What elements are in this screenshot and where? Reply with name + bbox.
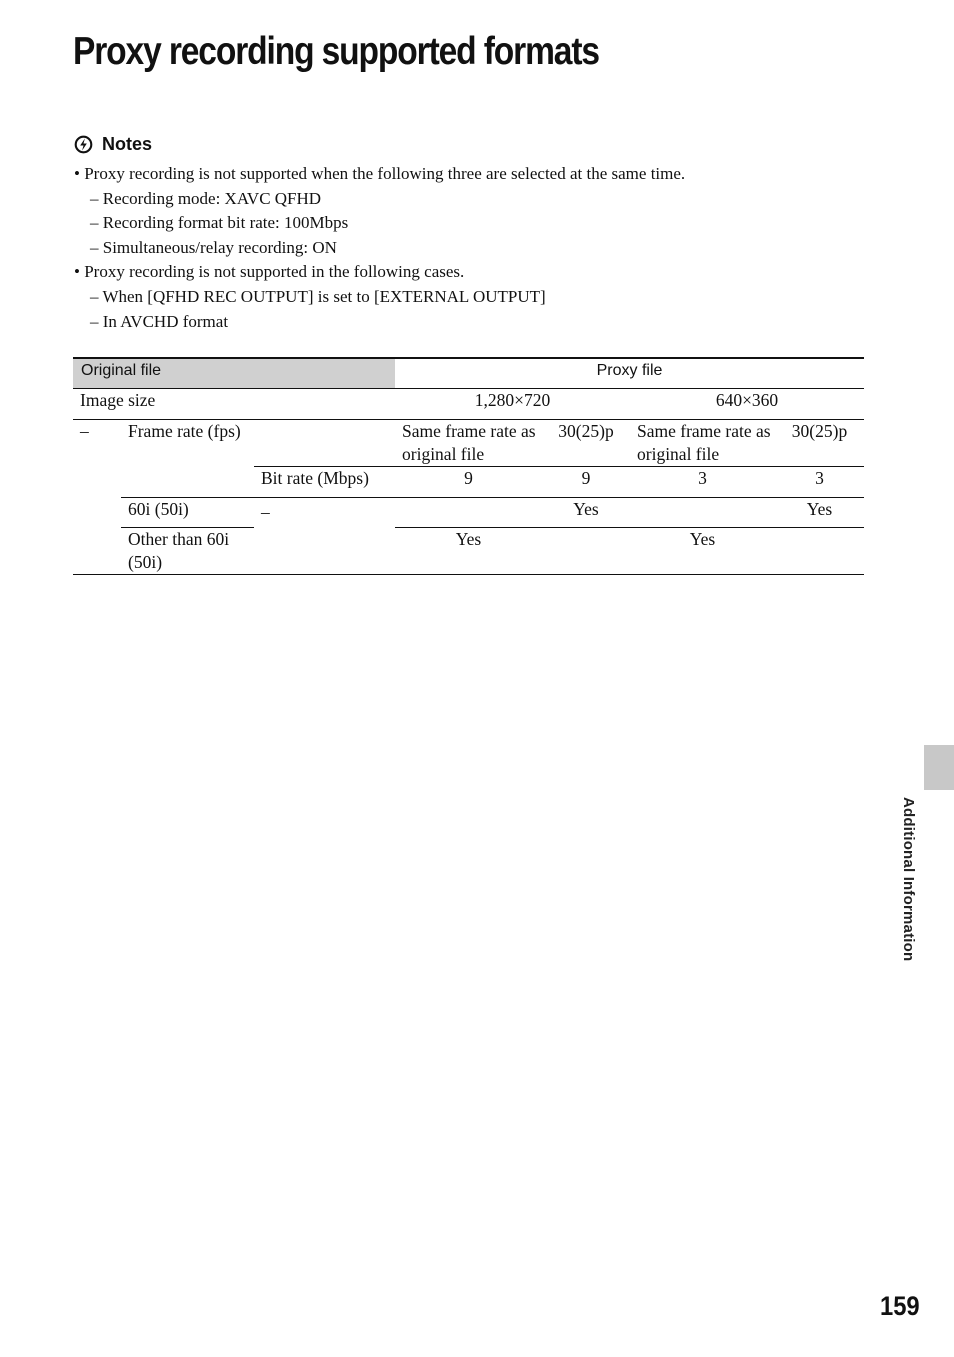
notes-list (74, 162, 685, 334)
bit-rate-label: Bit rate (Mbps) (254, 467, 395, 498)
bit-rate-cell-3: 3 (630, 467, 775, 498)
bit-rate-cell-4: 3 (775, 467, 864, 498)
row-60i-dash: – (254, 498, 395, 575)
bit-rate-cell-1: 9 (395, 467, 542, 498)
note-bullet: • Proxy recording is not supported in the following cases. (74, 262, 465, 282)
note-sub-item: – Simultaneous/relay recording: ON (90, 237, 337, 257)
frame-rate-cell-4: 30(25)p (775, 420, 864, 467)
proxy-formats-table (73, 357, 864, 575)
notes-heading-text: Notes (102, 134, 153, 154)
page-number: 159 (880, 1291, 920, 1321)
note-sub-item: – Recording format bit rate: 100Mbps (90, 213, 349, 233)
bit-rate-cell-2: 9 (542, 467, 630, 498)
frame-rate-cell-2: 30(25)p (542, 420, 630, 467)
section-tab-marker (924, 745, 954, 790)
frame-rate-cell-1: Same frame rate as original file (395, 420, 542, 467)
table-row-other-than-60i (73, 528, 864, 575)
row-60i-yes-2: Yes (775, 498, 864, 528)
table-row-frame-rate (73, 420, 864, 467)
note-bullet: • Proxy recording is not supported when the following three are selected at the same time. (74, 164, 686, 183)
header-proxy-file: Proxy file (395, 358, 864, 389)
dash-cell: – (73, 420, 121, 575)
table-row-bit-rate (73, 467, 864, 498)
empty-cell (775, 528, 864, 575)
header-original-file: Original file (73, 358, 395, 389)
frame-rate-cell-3: Same frame rate as original file (630, 420, 775, 467)
image-size-label: Image size (73, 389, 395, 420)
page-title: Proxy recording supported formats (73, 30, 599, 73)
table-row-60i (73, 498, 864, 528)
empty-cell (395, 498, 542, 528)
empty-cell (121, 467, 254, 498)
image-size-1280: 1,280×720 (395, 389, 630, 420)
notes-heading (74, 134, 152, 155)
image-size-640: 640×360 (630, 389, 864, 420)
row-60i-label: 60i (50i) (121, 498, 254, 528)
table-row-image-size (73, 389, 864, 420)
row-other-yes-1: Yes (395, 528, 542, 575)
empty-cell (542, 528, 630, 575)
row-other-yes-2: Yes (630, 528, 775, 575)
note-sub-item: – When [QFHD REC OUTPUT] is set to [EXTERNAL OUTPUT] (90, 286, 546, 306)
section-tab-label: Additional Information (900, 797, 917, 962)
frame-rate-label: Frame rate (fps) (128, 421, 241, 441)
row-60i-yes-1: Yes (542, 498, 630, 528)
caution-icon (74, 135, 93, 154)
table-header-row (73, 358, 864, 389)
row-other-label: Other than 60i (50i) (121, 528, 254, 575)
empty-cell (630, 498, 775, 528)
note-sub-item: – Recording mode: XAVC QFHD (90, 188, 322, 208)
note-sub-item: – In AVCHD format (90, 311, 229, 331)
